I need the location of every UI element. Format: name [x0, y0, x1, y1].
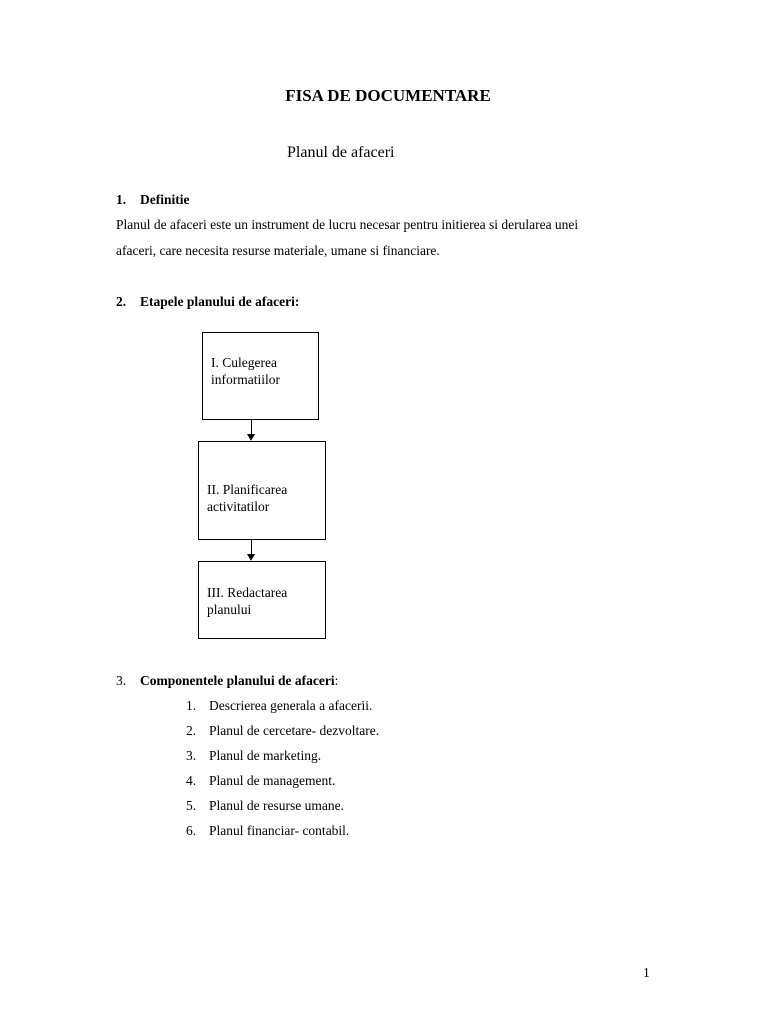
section-1-text-line-2: afaceri, care necesita resurse materiale, umane si financiare. — [116, 243, 440, 258]
document-title: FISA DE DOCUMENTARE — [285, 86, 491, 105]
list-item — [186, 698, 372, 714]
section-3-title: Componentele planului de afaceri — [140, 673, 335, 688]
section-2-number: 2. — [116, 294, 127, 309]
section-3-colon: : — [334, 673, 339, 688]
list-item-number: 6. — [186, 823, 197, 838]
section-1-number: 1. — [116, 192, 127, 207]
list-item-number: 4. — [186, 773, 197, 788]
section-2-title: Etapele planului de afaceri: — [140, 294, 300, 309]
section-1-text-line-1: Planul de afaceri este un instrument de lucru necesar pentru initierea si derularea unei — [116, 217, 579, 232]
list-item-number: 1. — [186, 698, 197, 713]
list-item-number: 2. — [186, 723, 197, 738]
list-item — [186, 748, 321, 764]
list-item-text: Planul de marketing. — [209, 748, 322, 763]
flowchart-step-1-line-1: I. Culegerea — [211, 355, 277, 370]
flowchart-arrowhead-1 — [247, 434, 255, 441]
flowchart-step-3 — [198, 561, 326, 639]
flowchart-step-1-line-2: informatiilor — [211, 372, 280, 387]
section-1-heading — [116, 192, 190, 208]
list-item-number: 5. — [186, 798, 197, 813]
flowchart-step-3-line-1: III. Redactarea — [207, 585, 288, 600]
list-item — [186, 823, 349, 839]
list-item-text: Planul de cercetare- dezvoltare. — [209, 723, 380, 738]
list-item — [186, 773, 335, 789]
flowchart-arrow-2 — [251, 540, 252, 555]
section-3-heading — [116, 673, 338, 689]
flowchart-step-2-line-1: II. Planificarea — [207, 482, 288, 497]
list-item-number: 3. — [186, 748, 197, 763]
flowchart-step-2-line-2: activitatilor — [207, 499, 270, 514]
list-item-text: Planul financiar- contabil. — [209, 823, 350, 838]
flowchart-step-2 — [198, 441, 326, 540]
document-subtitle: Planul de afaceri — [287, 144, 395, 161]
section-2-heading — [116, 294, 299, 310]
list-item — [186, 798, 344, 814]
list-item-text: Planul de resurse umane. — [209, 798, 344, 813]
flowchart-arrowhead-2 — [247, 554, 255, 561]
list-item-text: Descrierea generala a afacerii. — [209, 698, 373, 713]
section-1-title: Definitie — [140, 192, 190, 207]
flowchart-arrow-1 — [251, 420, 252, 435]
list-item-text: Planul de management. — [209, 773, 336, 788]
list-item — [186, 723, 379, 739]
page-number: 1 — [643, 965, 650, 980]
flowchart-step-3-line-2: planului — [207, 602, 252, 617]
flowchart-step-1 — [202, 332, 319, 420]
section-3-number: 3. — [116, 673, 127, 688]
